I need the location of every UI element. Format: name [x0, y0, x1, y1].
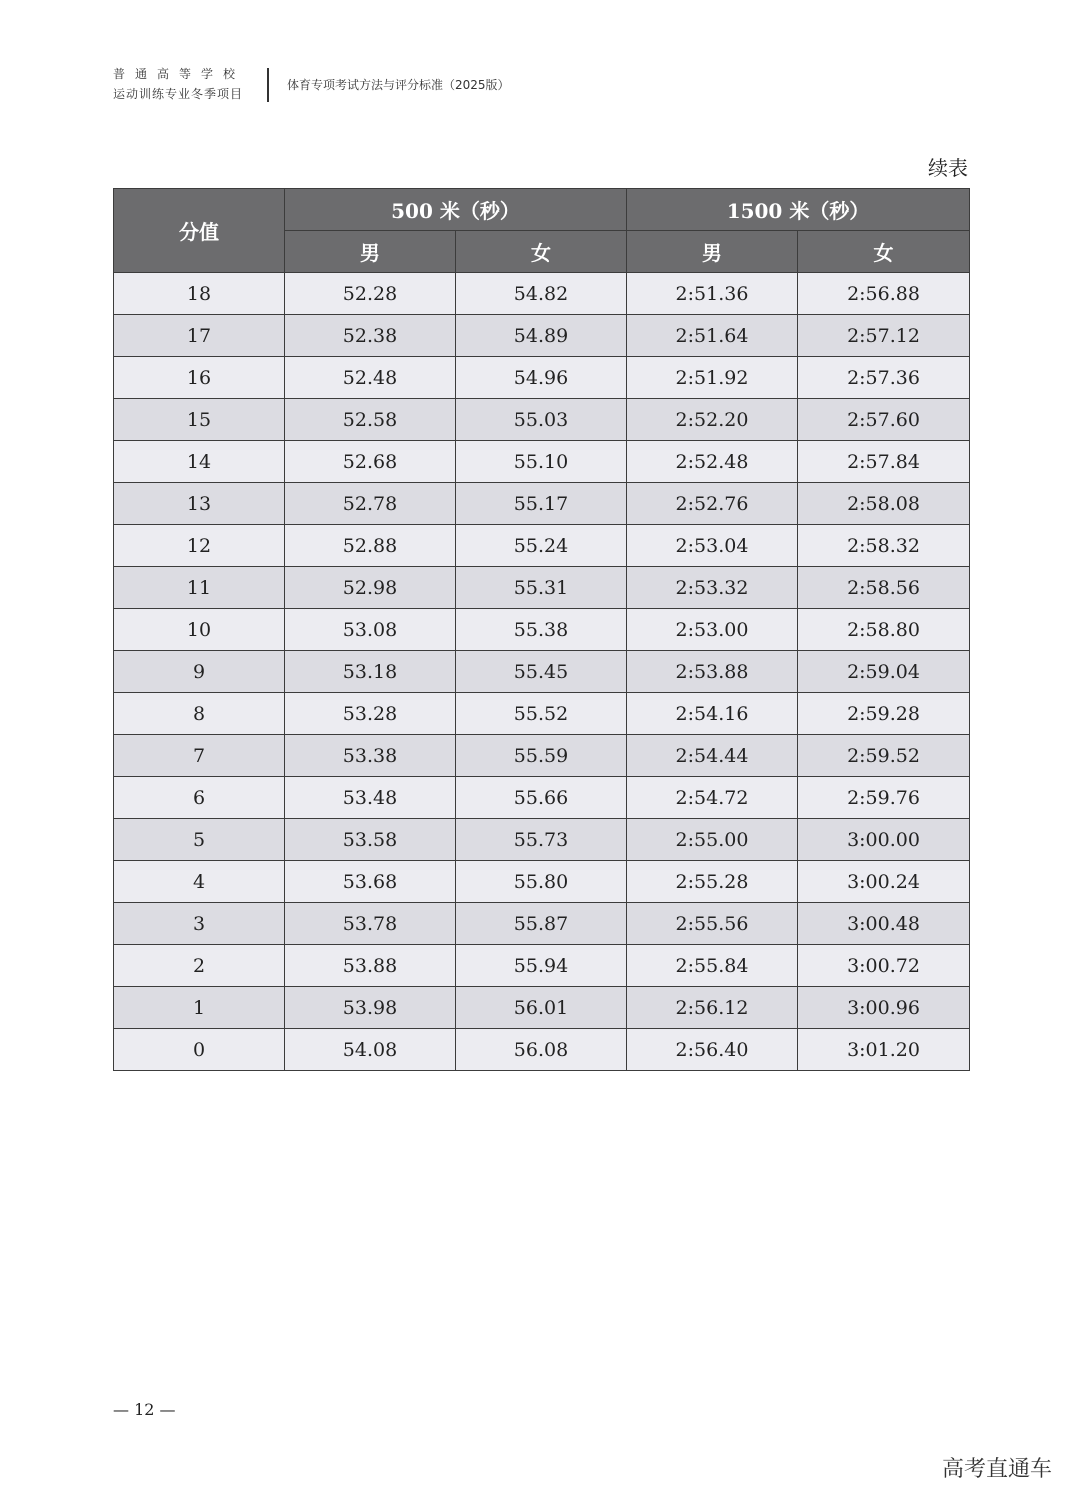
cell-500m-male: 52.68	[285, 441, 456, 483]
cell-score: 8	[114, 693, 285, 735]
cell-500m-male: 53.18	[285, 651, 456, 693]
score-column-header: 分值	[114, 189, 285, 273]
cell-500m-female: 55.45	[456, 651, 627, 693]
cell-score: 11	[114, 567, 285, 609]
header-1500m: 1500 米（秒）	[627, 189, 970, 231]
cell-500m-female: 56.01	[456, 987, 627, 1029]
continued-label: 续表	[928, 156, 968, 180]
cell-500m-female: 54.89	[456, 315, 627, 357]
cell-1500m-male: 2:52.20	[627, 399, 798, 441]
cell-score: 17	[114, 315, 285, 357]
cell-500m-female: 55.24	[456, 525, 627, 567]
cell-500m-male: 52.98	[285, 567, 456, 609]
cell-1500m-male: 2:54.16	[627, 693, 798, 735]
running-header-left	[113, 64, 258, 104]
cell-score: 3	[114, 903, 285, 945]
header-program-line: 运动训练专业冬季项目	[113, 87, 244, 101]
header-document-title: 体育专项考试方法与评分标准（2025版）	[287, 78, 510, 92]
cell-1500m-male: 2:51.36	[627, 273, 798, 315]
cell-500m-female: 55.80	[456, 861, 627, 903]
cell-1500m-female: 2:58.32	[798, 525, 970, 567]
cell-score: 16	[114, 357, 285, 399]
cell-500m-male: 53.28	[285, 693, 456, 735]
cell-500m-male: 52.78	[285, 483, 456, 525]
table-row	[114, 1029, 970, 1071]
cell-1500m-male: 2:55.84	[627, 945, 798, 987]
cell-1500m-male: 2:54.44	[627, 735, 798, 777]
header-500m: 500 米（秒）	[285, 189, 627, 231]
cell-score: 14	[114, 441, 285, 483]
cell-1500m-female: 2:57.60	[798, 399, 970, 441]
cell-500m-female: 55.52	[456, 693, 627, 735]
cell-1500m-female: 2:58.80	[798, 609, 970, 651]
table-row	[114, 399, 970, 441]
cell-500m-female: 55.73	[456, 819, 627, 861]
cell-score: 13	[114, 483, 285, 525]
cell-500m-female: 55.17	[456, 483, 627, 525]
cell-score: 1	[114, 987, 285, 1029]
cell-1500m-female: 3:00.24	[798, 861, 970, 903]
cell-500m-female: 55.31	[456, 567, 627, 609]
cell-1500m-male: 2:55.56	[627, 903, 798, 945]
cell-500m-female: 55.10	[456, 441, 627, 483]
table-row	[114, 693, 970, 735]
cell-1500m-male: 2:51.92	[627, 357, 798, 399]
cell-1500m-male: 2:51.64	[627, 315, 798, 357]
cell-500m-male: 52.88	[285, 525, 456, 567]
cell-500m-female: 55.94	[456, 945, 627, 987]
header-500m-male: 男	[285, 231, 456, 273]
cell-1500m-male: 2:56.40	[627, 1029, 798, 1071]
cell-score: 2	[114, 945, 285, 987]
cell-1500m-female: 2:58.08	[798, 483, 970, 525]
cell-score: 10	[114, 609, 285, 651]
table-row	[114, 735, 970, 777]
cell-1500m-female: 3:00.72	[798, 945, 970, 987]
cell-1500m-male: 2:55.28	[627, 861, 798, 903]
cell-1500m-female: 2:59.52	[798, 735, 970, 777]
cell-500m-male: 53.38	[285, 735, 456, 777]
watermark-text: 高考直通车	[941, 1457, 1052, 1482]
table-row	[114, 819, 970, 861]
table-row	[114, 483, 970, 525]
table-row	[114, 987, 970, 1029]
table-row	[114, 903, 970, 945]
table-row	[114, 945, 970, 987]
cell-1500m-female: 2:58.56	[798, 567, 970, 609]
cell-500m-male: 53.68	[285, 861, 456, 903]
header-divider	[267, 68, 269, 102]
table-row	[114, 357, 970, 399]
cell-1500m-female: 3:00.96	[798, 987, 970, 1029]
header-500m-female: 女	[456, 231, 627, 273]
header-1500m-male: 男	[627, 231, 798, 273]
cell-score: 18	[114, 273, 285, 315]
cell-1500m-female: 2:57.84	[798, 441, 970, 483]
cell-1500m-male: 2:52.48	[627, 441, 798, 483]
cell-1500m-female: 2:57.36	[798, 357, 970, 399]
cell-500m-female: 56.08	[456, 1029, 627, 1071]
cell-score: 6	[114, 777, 285, 819]
cell-1500m-male: 2:53.00	[627, 609, 798, 651]
cell-500m-male: 52.28	[285, 273, 456, 315]
cell-500m-female: 55.03	[456, 399, 627, 441]
cell-500m-male: 53.88	[285, 945, 456, 987]
table-row	[114, 651, 970, 693]
cell-score: 4	[114, 861, 285, 903]
cell-score: 5	[114, 819, 285, 861]
table-row	[114, 441, 970, 483]
cell-1500m-male: 2:52.76	[627, 483, 798, 525]
header-1500m-female: 女	[798, 231, 970, 273]
table-row	[114, 315, 970, 357]
cell-500m-male: 52.38	[285, 315, 456, 357]
cell-1500m-female: 2:57.12	[798, 315, 970, 357]
cell-1500m-male: 2:53.32	[627, 567, 798, 609]
table-row	[114, 567, 970, 609]
cell-500m-female: 55.38	[456, 609, 627, 651]
cell-1500m-female: 2:59.76	[798, 777, 970, 819]
cell-500m-male: 53.98	[285, 987, 456, 1029]
cell-500m-male: 53.78	[285, 903, 456, 945]
cell-500m-female: 54.82	[456, 273, 627, 315]
table-row	[114, 273, 970, 315]
cell-1500m-female: 3:01.20	[798, 1029, 970, 1071]
cell-1500m-male: 2:56.12	[627, 987, 798, 1029]
cell-score: 9	[114, 651, 285, 693]
cell-500m-male: 52.48	[285, 357, 456, 399]
cell-1500m-female: 2:56.88	[798, 273, 970, 315]
table-row	[114, 777, 970, 819]
score-table	[113, 188, 970, 1071]
cell-1500m-female: 3:00.48	[798, 903, 970, 945]
cell-1500m-female: 2:59.04	[798, 651, 970, 693]
cell-500m-male: 53.08	[285, 609, 456, 651]
cell-500m-male: 53.58	[285, 819, 456, 861]
cell-500m-female: 55.59	[456, 735, 627, 777]
cell-500m-female: 55.87	[456, 903, 627, 945]
cell-1500m-male: 2:55.00	[627, 819, 798, 861]
score-table-body	[114, 273, 970, 1071]
cell-500m-male: 54.08	[285, 1029, 456, 1071]
cell-1500m-male: 2:54.72	[627, 777, 798, 819]
table-row	[114, 861, 970, 903]
page-number: — 12 —	[113, 1400, 176, 1419]
cell-score: 15	[114, 399, 285, 441]
cell-score: 12	[114, 525, 285, 567]
cell-500m-female: 55.66	[456, 777, 627, 819]
table-row	[114, 525, 970, 567]
cell-score: 7	[114, 735, 285, 777]
cell-1500m-male: 2:53.04	[627, 525, 798, 567]
cell-1500m-female: 2:59.28	[798, 693, 970, 735]
cell-score: 0	[114, 1029, 285, 1071]
cell-500m-male: 52.58	[285, 399, 456, 441]
cell-1500m-female: 3:00.00	[798, 819, 970, 861]
cell-500m-female: 54.96	[456, 357, 627, 399]
table-row	[114, 609, 970, 651]
cell-1500m-male: 2:53.88	[627, 651, 798, 693]
cell-500m-male: 53.48	[285, 777, 456, 819]
header-school-line: 普通高等学校	[113, 67, 246, 81]
